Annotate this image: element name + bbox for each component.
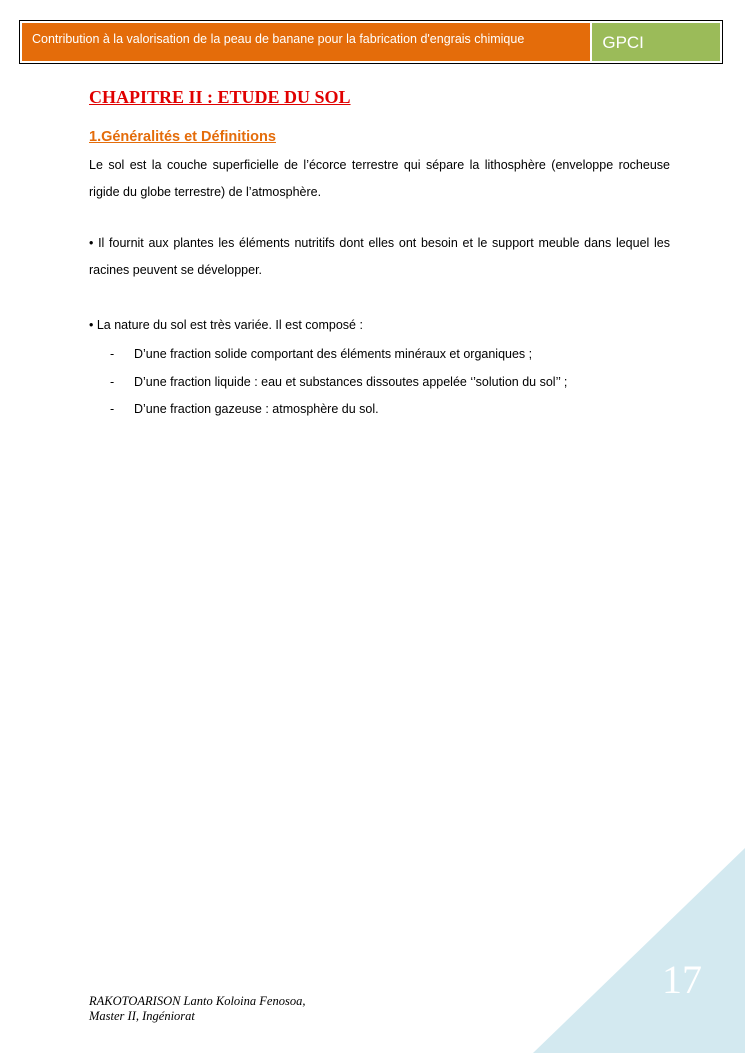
list-marker: - [110,347,115,361]
footer-degree: Master II, Ingéniorat [89,1009,195,1023]
section-title: 1.Généralités et Définitions [89,129,276,145]
footer-author: RAKOTOARISON Lanto Koloina Fenosoa, [89,994,306,1008]
paragraph-nutrients: • Il fournit aux plantes les éléments nutritifs dont elles ont besoin et le support meuble dans lequel les racines peuvent se développer. [89,236,670,277]
chapter-title: CHAPITRE II : ETUDE DU SOL [89,87,351,107]
list-marker: - [110,374,115,389]
paragraph-definition: Le sol est la couche superficielle de l’écorce terrestre qui sépare la lithosphère (enveloppe rocheuse rigide du globe terrestre) de l’atmosphère. [89,158,670,199]
composition-list [110,341,567,424]
list-marker: - [110,402,115,416]
list-item-text: D’une fraction solide comportant des éléments minéraux et organiques ; [134,347,533,361]
header-tag: GPCI [592,23,720,61]
document-header [19,20,723,64]
list-item-text: D’une fraction gazeuse : atmosphère du sol. [134,402,379,416]
header-title: Contribution à la valorisation de la peau de banane pour la fabrication d'engrais chimique [22,23,590,61]
list-item [110,396,567,424]
list-item [110,369,567,397]
corner-triangle-decoration [533,848,745,1053]
footer [89,994,305,1024]
paragraph-composition: • La nature du sol est très variée. Il est composé : [89,318,363,332]
list-item-text: D’une fraction liquide : eau et substances dissoutes appelée ‘’solution du sol’’ ; [134,374,568,389]
list-item [110,341,567,369]
page-number: 17 [662,957,702,1002]
